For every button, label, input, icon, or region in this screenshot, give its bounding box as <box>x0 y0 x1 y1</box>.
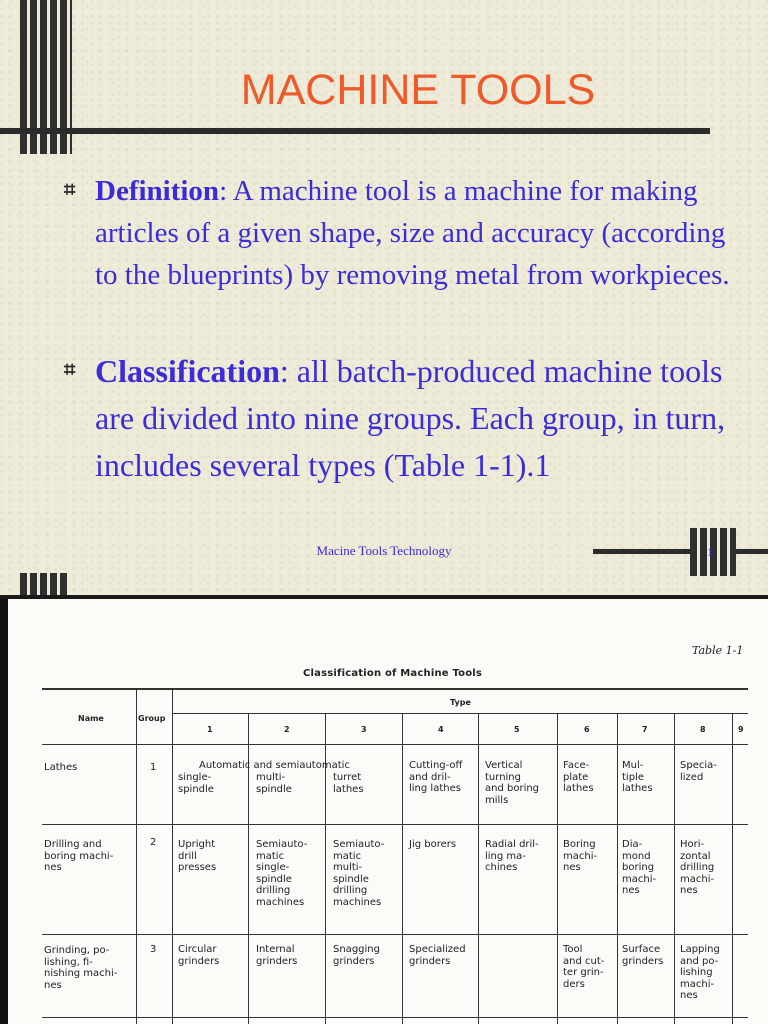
title-underline <box>0 128 710 134</box>
row-2-type-8: Hori- zontal drilling machi- nes <box>680 839 715 896</box>
row-3-type-4: Specialized grinders <box>409 944 466 967</box>
header-type-9: 9 <box>738 725 744 734</box>
table-rule <box>557 713 558 1024</box>
classification-text: all batch-produced machine tools are divided into nine groups. Each group, in turn, includes several types (Table 1-1).1 <box>95 353 726 483</box>
table-rule <box>617 713 618 1024</box>
header-type-7: 7 <box>642 725 648 734</box>
row-3-type-1: Circular grinders <box>178 944 220 967</box>
row-2-type-1: Upright drill presses <box>178 839 217 873</box>
definition-term: Definition <box>95 175 220 207</box>
table-rule <box>42 688 748 690</box>
table-rule <box>402 713 403 1024</box>
table-rule <box>172 713 748 714</box>
header-name: Name <box>78 714 104 723</box>
row-1-type-5: Vertical turning and boring mills <box>485 760 540 806</box>
header-type-5: 5 <box>514 725 520 734</box>
row-3-type-3: Snagging grinders <box>333 944 380 967</box>
row-1-type-1: single- spindle <box>178 772 214 795</box>
scanned-table-page <box>0 599 768 1024</box>
slide-title: MACHINE TOOLS <box>240 66 596 114</box>
table-rule <box>172 688 173 1024</box>
definition-text: A machine tool is a machine for making articles of a given shape, size and accuracy (according to the blueprints) by removing metal from workpieces. <box>95 175 730 291</box>
row-2-name: Drilling and boring machi- nes <box>44 839 114 873</box>
row-1-type-4: Cutting-off and dril- ling lathes <box>409 760 463 794</box>
header-type-4: 4 <box>438 725 444 734</box>
table-rule <box>732 713 733 1024</box>
header-type-6: 6 <box>584 725 590 734</box>
table-label: Table 1-1 <box>692 644 744 657</box>
row-1-type-7: Mul- tiple lathes <box>622 760 653 794</box>
scan-edge <box>0 599 8 1024</box>
table-rule <box>42 1017 748 1018</box>
row-1-type-2: multi- spindle <box>256 772 292 795</box>
slide-page-number: 1 <box>707 545 713 559</box>
row-1-type-8: Specia- lized <box>680 760 717 783</box>
row-3-name: Grinding, po- lishing, fi- nishing machi- nes <box>44 945 118 991</box>
row-3-type-8: Lapping and po- lishing machi- nes <box>680 944 720 1001</box>
slide-footer: Macine Tools Technology <box>316 543 452 558</box>
header-type: Type <box>450 698 471 707</box>
classification-term: Classification <box>95 353 280 389</box>
table-rule <box>478 713 479 1024</box>
row-2-type-2: Semiauto- matic single- spindle drilling machines <box>256 839 308 908</box>
bullet-icon: ⌗ <box>64 177 76 201</box>
table-rule <box>42 744 748 745</box>
row-2-type-5: Radial dril- ling ma- chines <box>485 839 539 873</box>
row-2-type-3: Semiauto- matic multi- spindle drilling machines <box>333 839 385 908</box>
table-caption: Classification of Machine Tools <box>303 668 483 679</box>
classification-paragraph: Classification: all batch-produced machine tools are divided into nine groups. Each group, in turn, includes several types (Table 1-1).1 <box>95 353 726 483</box>
row-1-name: Lathes <box>44 762 78 773</box>
bullet-icon: ⌗ <box>64 357 76 381</box>
row-2-type-7: Dia- mond boring machi- nes <box>622 839 657 896</box>
row-2-type-6: Boring machi- nes <box>563 839 598 873</box>
header-type-2: 2 <box>284 725 290 734</box>
row-3-group: 3 <box>150 944 157 955</box>
table-rule <box>42 824 748 825</box>
row-1-type-6: Face- plate lathes <box>563 760 594 794</box>
header-type-1: 1 <box>207 725 213 734</box>
header-type-8: 8 <box>700 725 706 734</box>
definition-paragraph: Definition: A machine tool is a machine for making articles of a given shape, size and accuracy (according to the blueprints) by removing metal from workpieces. <box>95 175 730 291</box>
row-3-type-7: Surface grinders <box>622 944 664 967</box>
header-type-3: 3 <box>361 725 367 734</box>
table-rule <box>674 713 675 1024</box>
row-2-type-4: Jig borers <box>409 839 457 850</box>
row-3-type-6: Tool and cut- ter grin- ders <box>563 944 605 990</box>
header-group: Group <box>138 714 166 723</box>
row-2-group: 2 <box>150 837 157 848</box>
table-rule <box>42 934 748 935</box>
row-1-span: Automatic and semiautomatic <box>199 760 350 771</box>
corner-deco-bars <box>20 573 68 595</box>
table-rule <box>136 688 137 1024</box>
row-1-group: 1 <box>150 762 157 773</box>
row-1-type-3: turret lathes <box>333 772 364 795</box>
row-3-type-2: Internal grinders <box>256 944 298 967</box>
